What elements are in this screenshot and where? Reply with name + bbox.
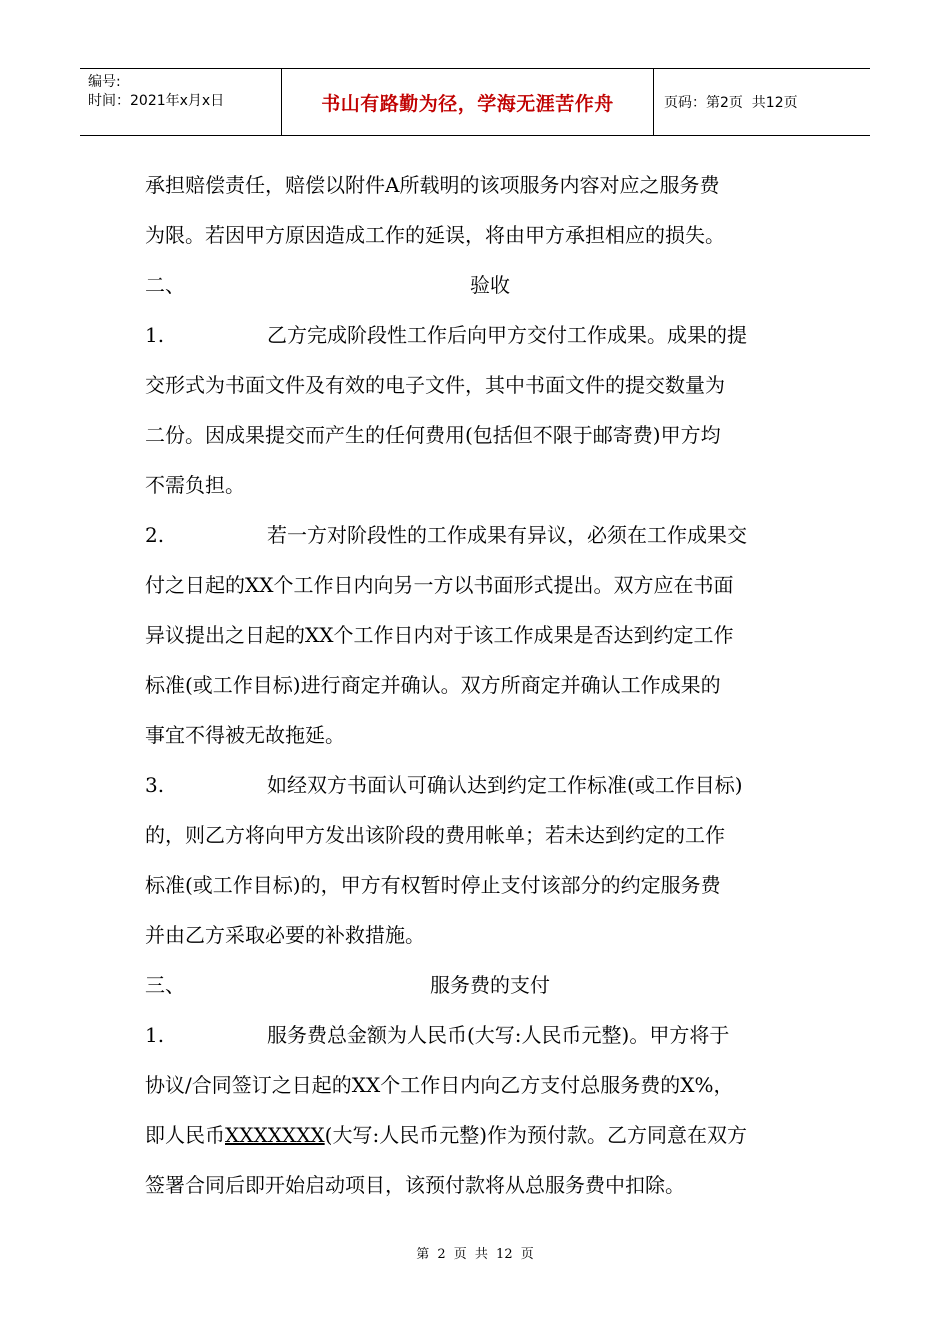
document-body: [145, 160, 810, 1210]
section-title: 验收: [470, 273, 510, 297]
section-number: 二、: [145, 273, 185, 297]
page-header: [80, 68, 870, 136]
clause-line: [145, 760, 810, 810]
header-page-number: [654, 69, 870, 135]
paragraph-line: 签署合同后即开始启动项目，该预付款将从总服务费中扣除。: [145, 1173, 685, 1197]
clause-number: 3.: [145, 773, 165, 797]
section-heading-acceptance: [145, 260, 810, 310]
clause-text: 服务费总金额为人民币(大写:人民币元整)。甲方将于: [267, 1023, 730, 1047]
clause-text: 若一方对阶段性的工作成果有异议，必须在工作成果交: [267, 523, 747, 547]
text-fragment: 即人民币: [145, 1123, 225, 1147]
paragraph-line: 标准(或工作目标)进行商定并确认。双方所商定并确认工作成果的: [145, 673, 721, 697]
paragraph-line: 协议/合同签订之日起的XX个工作日内向乙方支付总服务费的X%，: [145, 1073, 734, 1097]
paragraph-line: 交形式为书面文件及有效的电子文件，其中书面文件的提交数量为: [145, 373, 725, 397]
paragraph-line: 付之日起的XX个工作日内向另一方以书面形式提出。双方应在书面: [145, 573, 734, 597]
clause-text: 乙方完成阶段性工作后向甲方交付工作成果。成果的提: [267, 323, 747, 347]
section-number: 三、: [145, 973, 185, 997]
clause-text: 如经双方书面认可确认达到约定工作标准(或工作目标): [267, 773, 743, 797]
paragraph-line: 并由乙方采取必要的补救措施。: [145, 923, 425, 947]
paragraph-line: 事宜不得被无故拖延。: [145, 723, 345, 747]
text-fragment: (大写:人民币元整)作为预付款。乙方同意在双方: [324, 1123, 748, 1147]
header-motto: 书山有路勤为径，学海无涯苦作舟: [282, 69, 654, 135]
paragraph-line: 异议提出之日起的XX个工作日内对于该工作成果是否达到约定工作: [145, 623, 734, 647]
header-meta: [80, 69, 282, 135]
paragraph-line: 不需负担。: [145, 473, 245, 497]
paragraph-line: [145, 1110, 810, 1160]
section-title: 服务费的支付: [430, 973, 550, 997]
document-date: 时间：2021年x月x日: [88, 93, 225, 109]
amount-placeholder: XXXXXXX: [225, 1123, 325, 1147]
paragraph-line: 二份。因成果提交而产生的任何费用(包括但不限于邮寄费)甲方均: [145, 423, 721, 447]
page-footer: 第 2 页 共 12 页: [416, 1247, 534, 1262]
paragraph-line: 为限。若因甲方原因造成工作的延误，将由甲方承担相应的损失。: [145, 223, 725, 247]
clause-line: [145, 1010, 810, 1060]
clause-number: 1.: [145, 323, 165, 347]
clause-number: 2.: [145, 523, 165, 547]
section-heading-payment: [145, 960, 810, 1010]
document-number-label: 编号:: [88, 74, 121, 90]
header-page-text: 页码：第2页 共12页: [664, 95, 798, 111]
clause-line: [145, 510, 810, 560]
paragraph-line: 承担赔偿责任，赔偿以附件A所载明的该项服务内容对应之服务费: [145, 173, 720, 197]
clause-number: 1.: [145, 1023, 165, 1047]
paragraph-line: 的，则乙方将向甲方发出该阶段的费用帐单；若未达到约定的工作: [145, 823, 725, 847]
clause-line: [145, 310, 810, 360]
paragraph-line: 标准(或工作目标)的，甲方有权暂时停止支付该部分的约定服务费: [145, 873, 721, 897]
